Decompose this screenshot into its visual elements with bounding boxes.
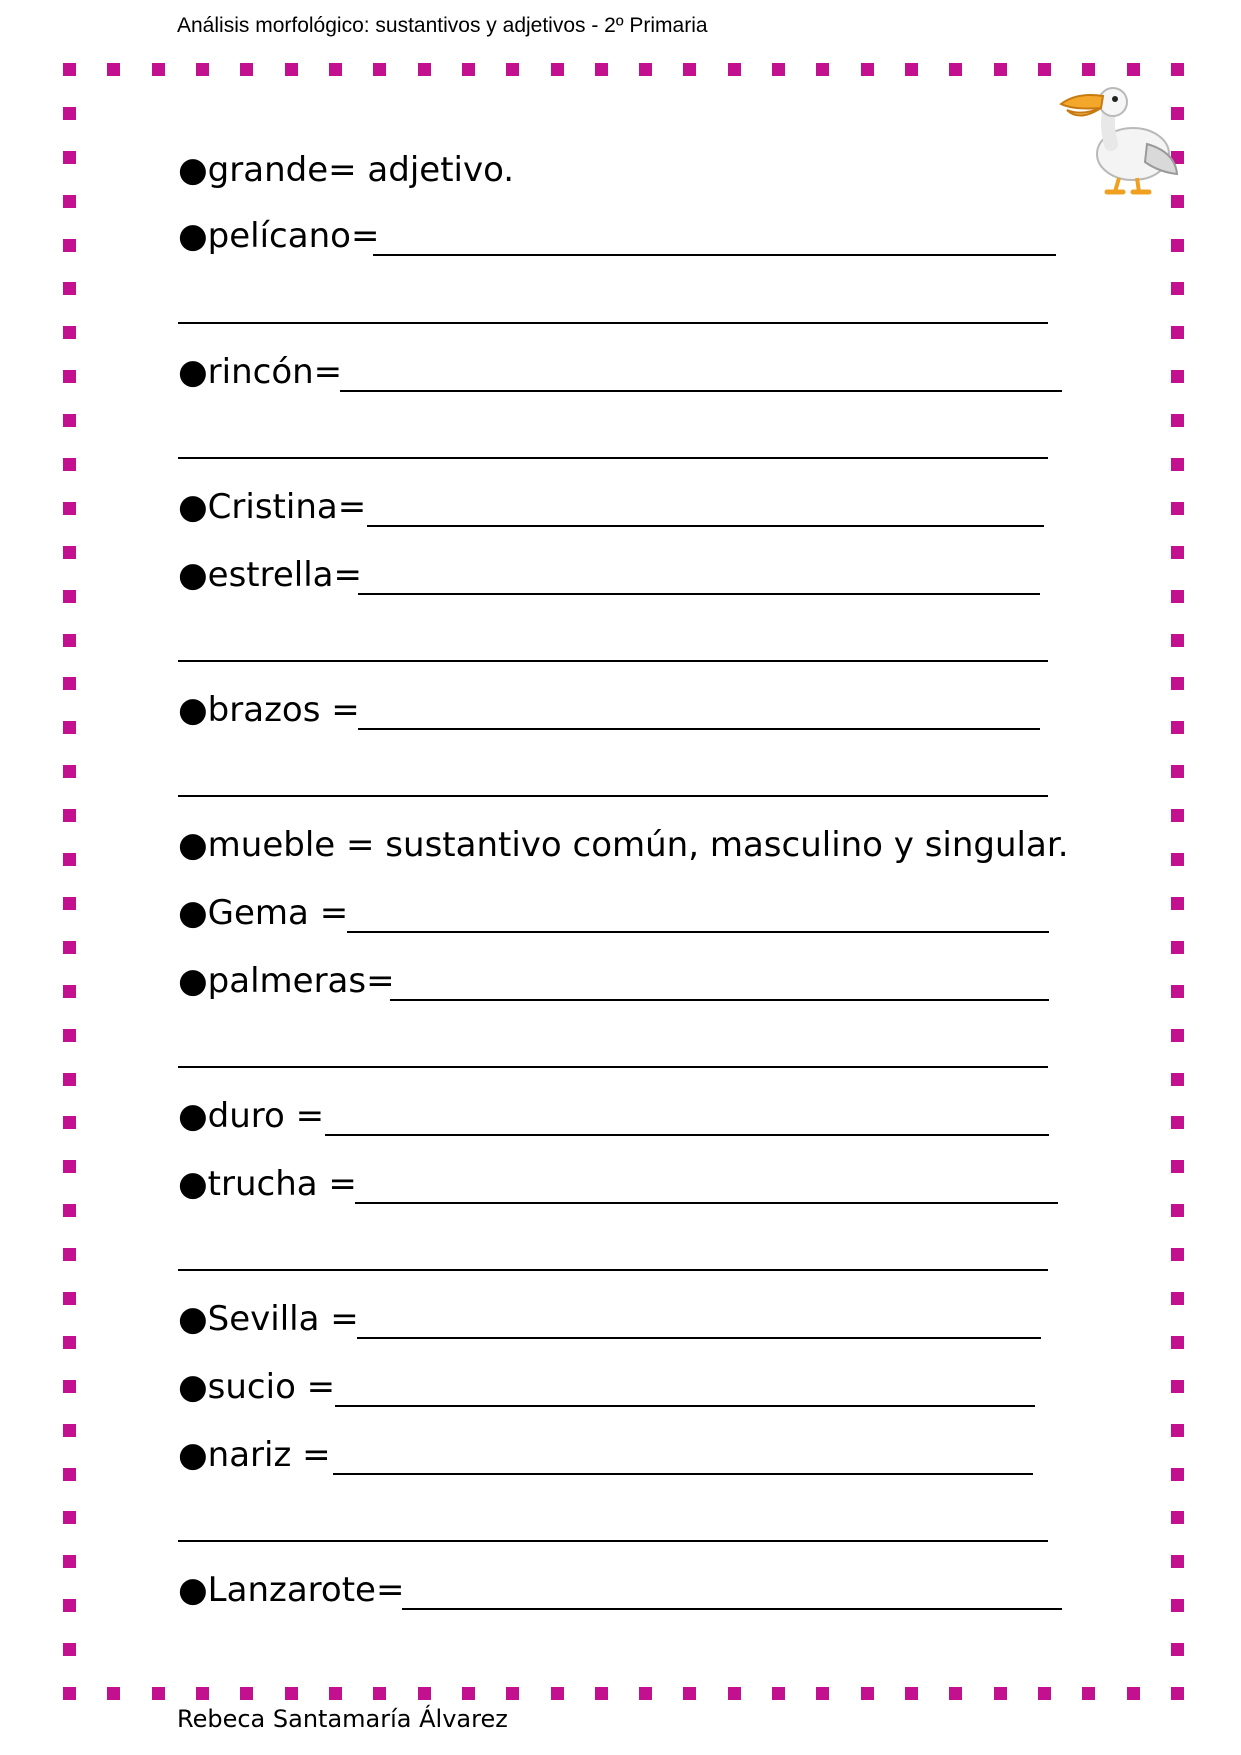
border-square: [1171, 1160, 1184, 1173]
border-square: [595, 63, 608, 76]
border-square: [152, 1687, 165, 1700]
item-sevilla: ●Sevilla =: [178, 1299, 359, 1339]
border-square: [63, 1687, 76, 1700]
border-square: [1171, 502, 1184, 515]
item-estrella: ●estrella=: [178, 555, 362, 595]
border-square: [63, 897, 76, 910]
border-square: [1171, 546, 1184, 559]
border-square: [373, 63, 386, 76]
border-square: [63, 195, 76, 208]
border-square: [949, 63, 962, 76]
border-square: [1171, 721, 1184, 734]
item-palmeras: ●palmeras=: [178, 961, 395, 1001]
border-square: [418, 63, 431, 76]
border-square: [728, 63, 741, 76]
border-square: [1171, 634, 1184, 647]
item-rincon: ●rincón=: [178, 352, 343, 392]
border-square: [462, 63, 475, 76]
border-square: [772, 63, 785, 76]
border-square: [63, 677, 76, 690]
border-square: [63, 107, 76, 120]
border-square: [329, 63, 342, 76]
border-square: [462, 1687, 475, 1700]
border-square: [63, 590, 76, 603]
answer-line[interactable]: [178, 1066, 1048, 1068]
border-square: [683, 1687, 696, 1700]
border-square: [63, 1160, 76, 1173]
answer-line[interactable]: [178, 660, 1048, 662]
item-lanzarote: ●Lanzarote=: [178, 1570, 405, 1610]
border-square: [63, 546, 76, 559]
border-square: [196, 63, 209, 76]
border-square: [1171, 1116, 1184, 1129]
item-nariz: ●nariz =: [178, 1435, 331, 1475]
border-square: [1038, 63, 1051, 76]
item-grande: ●grande= adjetivo.: [178, 150, 515, 190]
border-square: [107, 1687, 120, 1700]
border-square: [63, 634, 76, 647]
border-square: [994, 1687, 1007, 1700]
border-square: [639, 63, 652, 76]
border-square: [418, 1687, 431, 1700]
border-square: [1171, 809, 1184, 822]
border-square: [63, 985, 76, 998]
border-square: [63, 151, 76, 164]
item-mueble: ●mueble = sustantivo común, masculino y singular.: [178, 825, 1069, 865]
item-trucha: ●trucha =: [178, 1164, 357, 1204]
border-square: [63, 1424, 76, 1437]
border-square: [63, 1511, 76, 1524]
border-square: [63, 1599, 76, 1612]
border-square: [1171, 590, 1184, 603]
border-square: [152, 63, 165, 76]
border-square: [240, 1687, 253, 1700]
border-square: [63, 1643, 76, 1656]
answer-line[interactable]: [390, 999, 1049, 1001]
border-square: [1127, 1687, 1140, 1700]
border-square: [63, 1248, 76, 1261]
border-square: [63, 1116, 76, 1129]
border-square: [63, 326, 76, 339]
border-square: [1171, 897, 1184, 910]
border-square: [728, 1687, 741, 1700]
border-square: [63, 765, 76, 778]
border-square: [1171, 458, 1184, 471]
border-square: [1171, 1687, 1184, 1700]
border-square: [551, 1687, 564, 1700]
border-square: [1171, 985, 1184, 998]
answer-line[interactable]: [357, 1337, 1041, 1339]
border-square: [1171, 1643, 1184, 1656]
item-cristina: ●Cristina=: [178, 487, 367, 527]
answer-line[interactable]: [373, 254, 1056, 256]
border-square: [861, 63, 874, 76]
border-square: [196, 1687, 209, 1700]
border-square: [905, 1687, 918, 1700]
answer-line[interactable]: [347, 931, 1049, 933]
border-square: [63, 1380, 76, 1393]
border-square: [905, 63, 918, 76]
border-square: [107, 63, 120, 76]
author-footer: Rebeca Santamaría Álvarez: [177, 1705, 508, 1733]
border-square: [949, 1687, 962, 1700]
border-square: [1171, 1599, 1184, 1612]
answer-line[interactable]: [333, 1473, 1033, 1475]
border-square: [1171, 853, 1184, 866]
border-square: [63, 1555, 76, 1568]
answer-line[interactable]: [402, 1608, 1062, 1610]
border-square: [63, 370, 76, 383]
answer-line[interactable]: [178, 457, 1048, 459]
answer-line[interactable]: [358, 593, 1040, 595]
border-square: [1127, 63, 1140, 76]
item-sucio: ●sucio =: [178, 1367, 336, 1407]
page-header: Análisis morfológico: sustantivos y adjetivos - 2º Primaria: [177, 14, 708, 37]
border-square: [1171, 1292, 1184, 1305]
border-square: [1171, 1555, 1184, 1568]
border-square: [994, 63, 1007, 76]
border-square: [816, 63, 829, 76]
answer-line[interactable]: [358, 728, 1040, 730]
border-square: [506, 1687, 519, 1700]
border-square: [1038, 1687, 1051, 1700]
border-square: [1082, 1687, 1095, 1700]
border-square: [1171, 677, 1184, 690]
answer-line[interactable]: [178, 1540, 1048, 1542]
answer-line[interactable]: [335, 1405, 1035, 1407]
border-square: [373, 1687, 386, 1700]
border-square: [63, 809, 76, 822]
border-square: [683, 63, 696, 76]
border-square: [63, 1204, 76, 1217]
border-square: [1171, 370, 1184, 383]
border-square: [63, 1336, 76, 1349]
border-square: [63, 282, 76, 295]
border-square: [1171, 63, 1184, 76]
border-square: [1171, 1468, 1184, 1481]
pelican-image: [1055, 82, 1185, 197]
border-square: [551, 63, 564, 76]
border-square: [861, 1687, 874, 1700]
border-square: [63, 458, 76, 471]
answer-line[interactable]: [178, 1269, 1048, 1271]
border-square: [1171, 1029, 1184, 1042]
border-square: [595, 1687, 608, 1700]
border-square: [63, 853, 76, 866]
border-square: [639, 1687, 652, 1700]
border-square: [63, 1029, 76, 1042]
item-pelicano: ●pelícano=: [178, 216, 380, 256]
border-square: [506, 63, 519, 76]
answer-line[interactable]: [178, 795, 1048, 797]
border-square: [285, 63, 298, 76]
border-square: [240, 63, 253, 76]
border-square: [63, 239, 76, 252]
border-square: [1171, 414, 1184, 427]
border-square: [1171, 239, 1184, 252]
border-square: [1171, 1336, 1184, 1349]
border-square: [63, 1468, 76, 1481]
border-square: [1171, 1424, 1184, 1437]
border-square: [1171, 1248, 1184, 1261]
item-gema: ●Gema =: [178, 893, 349, 933]
border-square: [63, 63, 76, 76]
border-square: [1171, 326, 1184, 339]
border-square: [1171, 1204, 1184, 1217]
border-square: [63, 502, 76, 515]
border-square: [329, 1687, 342, 1700]
border-square: [772, 1687, 785, 1700]
border-square: [816, 1687, 829, 1700]
item-brazos: ●brazos =: [178, 690, 360, 730]
item-duro: ●duro =: [178, 1096, 325, 1136]
border-square: [1171, 765, 1184, 778]
answer-line[interactable]: [325, 1134, 1049, 1136]
answer-line[interactable]: [340, 390, 1062, 392]
border-square: [1171, 1380, 1184, 1393]
border-square: [1171, 1511, 1184, 1524]
answer-line[interactable]: [367, 525, 1044, 527]
border-square: [63, 721, 76, 734]
border-square: [63, 1073, 76, 1086]
border-square: [1171, 282, 1184, 295]
border-square: [63, 941, 76, 954]
answer-line[interactable]: [355, 1202, 1058, 1204]
answer-line[interactable]: [178, 322, 1048, 324]
border-square: [1082, 63, 1095, 76]
border-square: [285, 1687, 298, 1700]
border-square: [63, 414, 76, 427]
border-square: [63, 1292, 76, 1305]
border-square: [1171, 1073, 1184, 1086]
border-square: [1171, 941, 1184, 954]
